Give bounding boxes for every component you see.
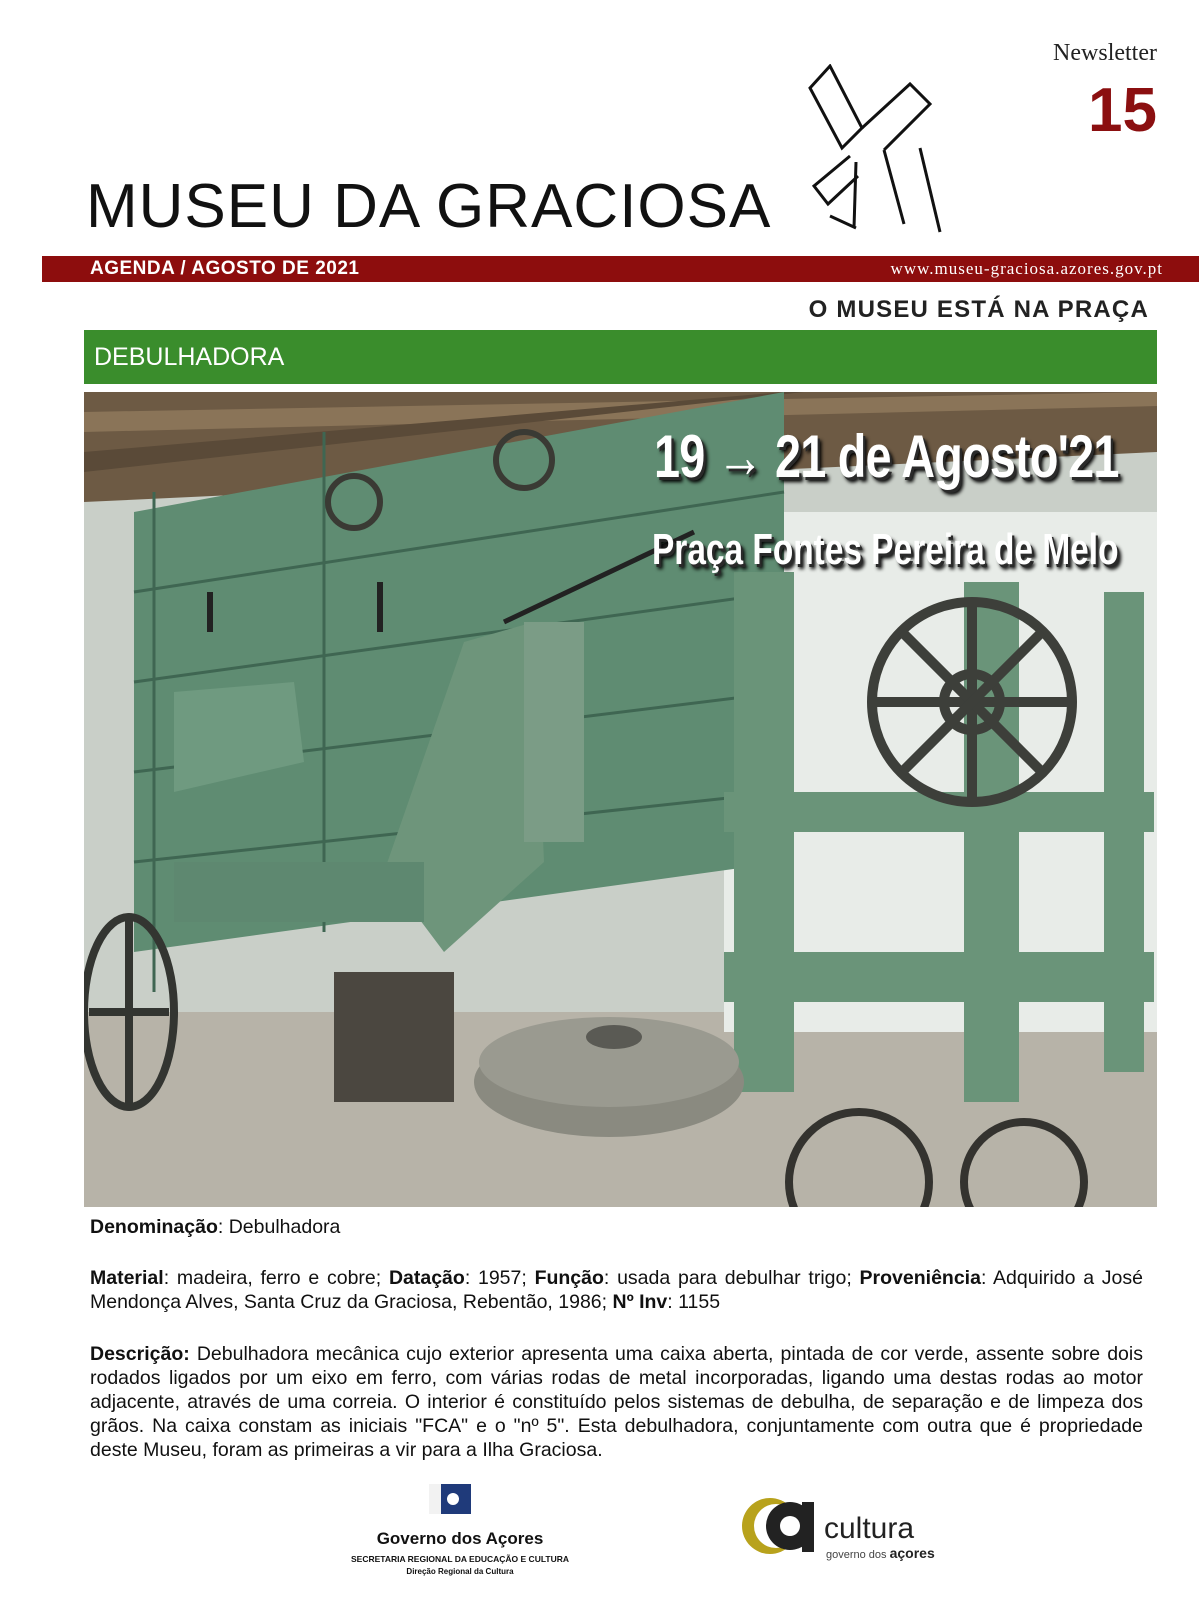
museum-title: MUSEU DA GRACIOSA: [86, 172, 772, 241]
description-label: Descrição:: [90, 1343, 190, 1365]
function-value: : usada para debulhar trigo;: [603, 1267, 860, 1289]
windmill-logo: [800, 64, 970, 244]
dating-value: : 1957;: [464, 1267, 535, 1289]
agenda-label: AGENDA / AGOSTO DE 2021: [90, 258, 360, 279]
section-title: O MUSEU ESTÁ NA PRAÇA: [808, 296, 1149, 323]
provenance-label: Proveniência: [859, 1267, 981, 1289]
material-label: Material: [90, 1267, 164, 1289]
svg-text:governo dos açores: [826, 1545, 935, 1561]
gov-direcao: Direção Regional da Cultura: [406, 1567, 514, 1576]
arrow-right-icon: →: [716, 423, 763, 490]
cultura-word: cultura: [824, 1512, 915, 1545]
website-link[interactable]: www.museu-graciosa.azores.gov.pt: [890, 259, 1163, 278]
details-paragraph: [90, 1266, 1143, 1314]
newsletter-label: Newsletter: [1053, 40, 1157, 66]
material-value: : madeira, ferro e cobre;: [163, 1267, 389, 1289]
description-value: Debulhadora mecânica cujo exterior apresenta uma caixa aberta, pintada de cor verde, assente sobre dois rodados ligados por um eixo em ferro, com várias rodas de metal incorporadas, ligando uma destas rodas ao motor adjacente, através de uma correia. O interior é constituído pelos sistemas de debulha, de separação e de limpeza dos grãos. Na caixa constam as iniciais "FCA" e o "nº 5". Esta debulhadora, conjuntamente com outra que é propriedade deste Museu, foram as primeiras a vir para a Ilha Graciosa.: [90, 1343, 1143, 1461]
issue-number: 15: [1088, 76, 1157, 145]
cultura-sub-b: açores: [889, 1545, 935, 1561]
provenance-value: : Adquirido a José Mendonça Alves, Santa Cruz da Graciosa, Rebentão, 1986;: [90, 1267, 1143, 1313]
gov-name: Governo dos Açores: [376, 1529, 544, 1548]
event-date: [654, 422, 1119, 491]
date-start: 19: [654, 423, 705, 490]
inventory-value: : 1155: [667, 1291, 721, 1313]
item-name-label: DEBULHADORA: [94, 343, 285, 371]
threshing-machine-photo: [84, 392, 1157, 1207]
denomination-value: : Debulhadora: [217, 1216, 341, 1238]
description-paragraph: [90, 1342, 1143, 1462]
date-end: 21 de Agosto'21: [774, 423, 1119, 490]
governo-acores-logo: [345, 1484, 575, 1594]
inventory-label: Nº Inv: [612, 1291, 668, 1313]
denomination-label: Denominação: [90, 1216, 218, 1238]
cultura-logo: [738, 1492, 958, 1572]
gov-secretaria: SECRETARIA REGIONAL DA EDUCAÇÃO E CULTURA: [350, 1554, 570, 1564]
function-label: Função: [534, 1267, 604, 1289]
dating-label: Datação: [388, 1267, 465, 1289]
cultura-sub-a: governo dos: [826, 1549, 890, 1561]
event-place: Praça Fontes Pereira de Melo: [652, 525, 1119, 574]
denomination-line: [90, 1215, 1143, 1239]
